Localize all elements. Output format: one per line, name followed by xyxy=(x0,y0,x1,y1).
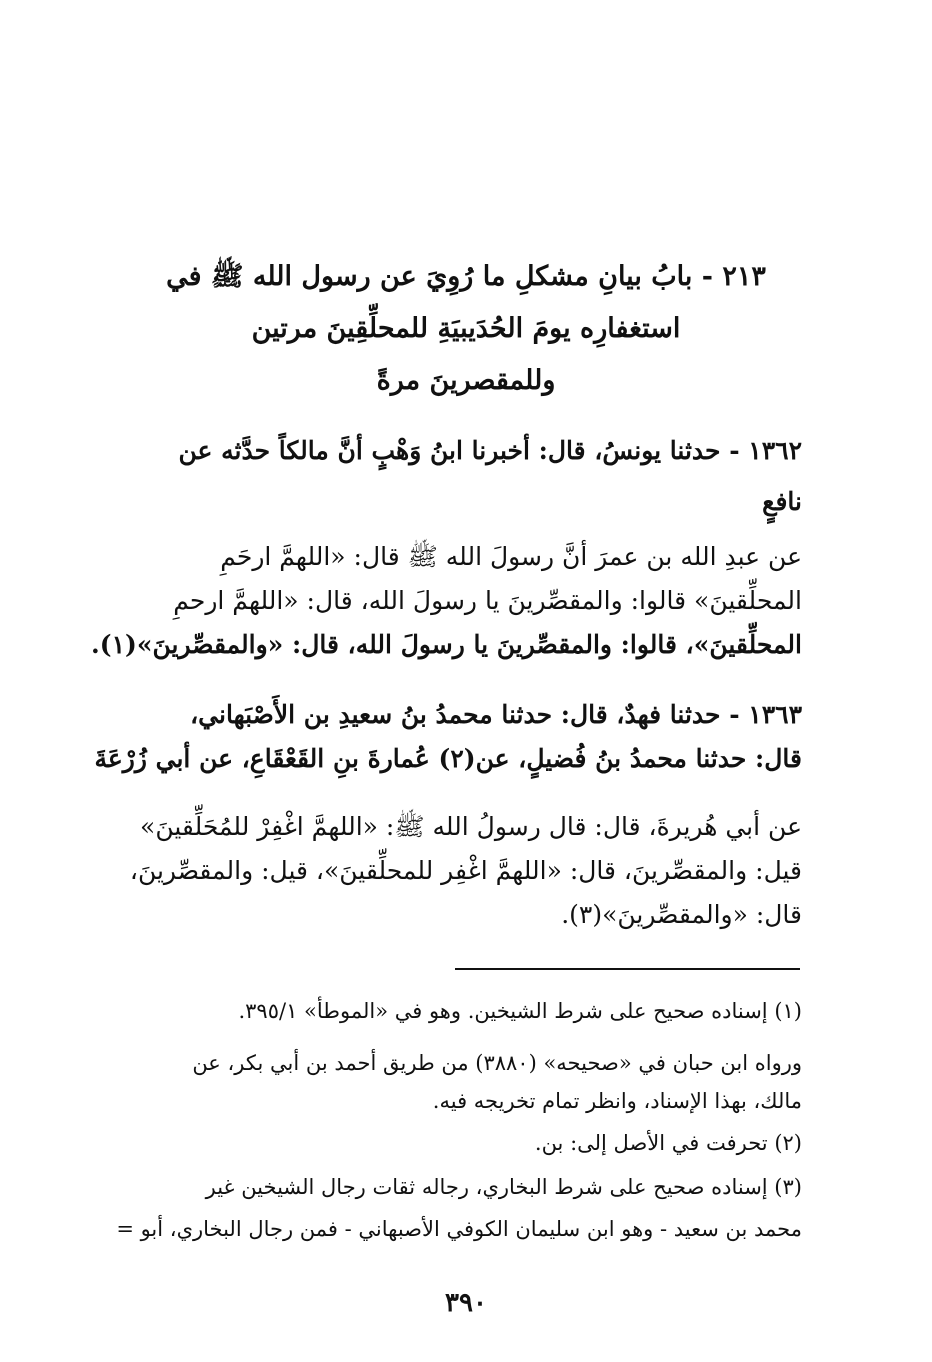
chapter-heading-line-3: وللمقصرينَ مرةً xyxy=(376,365,556,396)
hadith-1362-matn-line-1: عن عبدِ الله بن عمرَ أنَّ رسولَ الله ﷺ قال: «اللهمَّ ارحَمِ xyxy=(220,542,802,571)
footnote-1-line-3: مالك، بهذا الإسناد، وانظر تمام تخريجه فيه. xyxy=(432,1089,802,1113)
footnote-separator xyxy=(455,968,800,970)
hadith-1363-isnad-line-1: ١٣٦٣ - حدثنا فهدٌ، قال: حدثنا محمدُ بنُ سعيدِ بن الأَصْبَهاني، xyxy=(190,700,802,729)
hadith-1363-matn-line-2: قيل: والمقصِّرينَ، قال: «اللهمَّ اغْفِر للمحلِّقينَ»، قيل: والمقصِّرينَ، xyxy=(129,856,802,885)
footnote-2: (٢) تحرفت في الأصل إلى: بن. xyxy=(534,1131,802,1155)
page-number: ٣٩٠ xyxy=(445,1288,487,1318)
footnote-3-line-2: محمد بن سعيد - وهو ابن سليمان الكوفي الأصبهاني - فمن رجال البخاري، أبو = xyxy=(116,1217,802,1241)
hadith-1362-isnad-line-2: نافعٍ xyxy=(762,487,802,516)
hadith-1362-matn-line-2: المحلِّقينَ» قالوا: والمقصِّرينَ يا رسولَ الله، قال: «اللهمَّ ارحمِ xyxy=(173,586,802,615)
chapter-heading-line-1: ٢١٣ - بابُ بيانِ مشكلِ ما رُوِيَ عن رسول الله ﷺ في xyxy=(166,261,766,292)
hadith-1362-isnad-line-1: ١٣٦٢ - حدثنا يونسُ، قال: أخبرنا ابنُ وَهْبٍ أنَّ مالكاً حدَّثه عن xyxy=(178,436,802,465)
footnote-1-line-2: ورواه ابن حبان في «صحيحه» (٣٨٨٠) من طريق أحمد بن أبي بكر، عن xyxy=(192,1051,802,1075)
hadith-1363-matn-line-1: عن أبي هُريرةَ، قال: قال رسولُ الله ﷺ: «اللهمَّ اغْفِرْ للمُحَلِّقينَ» xyxy=(140,812,802,841)
footnote-3-line-1: (٣) إسناده صحيح على شرط البخاري، رجاله ثقات رجال الشيخين غير xyxy=(205,1175,802,1199)
hadith-1363-matn-line-3: قال: «والمقصِّرينَ»(٣). xyxy=(561,900,802,929)
hadith-1363-isnad-line-2: قال: حدثنا محمدُ بنُ فُضيلٍ، عن(٢) عُمارةَ بنِ القَعْقَاعِ، عن أبي زُرْعَةَ xyxy=(94,744,802,773)
hadith-1362-matn-line-3: المحلِّقينَ»، قالوا: والمقصِّرينَ يا رسولَ الله، قال: «والمقصِّرينَ»(١). xyxy=(91,630,802,659)
chapter-heading-line-2: استغفارِه يومَ الحُدَيبيَةِ للمحلِّقِينَ مرتين xyxy=(251,313,681,344)
footnote-1-line-1: (١) إسناده صحيح على شرط الشيخين. وهو في «الموطأ» ٣٩٥/١. xyxy=(238,999,802,1023)
